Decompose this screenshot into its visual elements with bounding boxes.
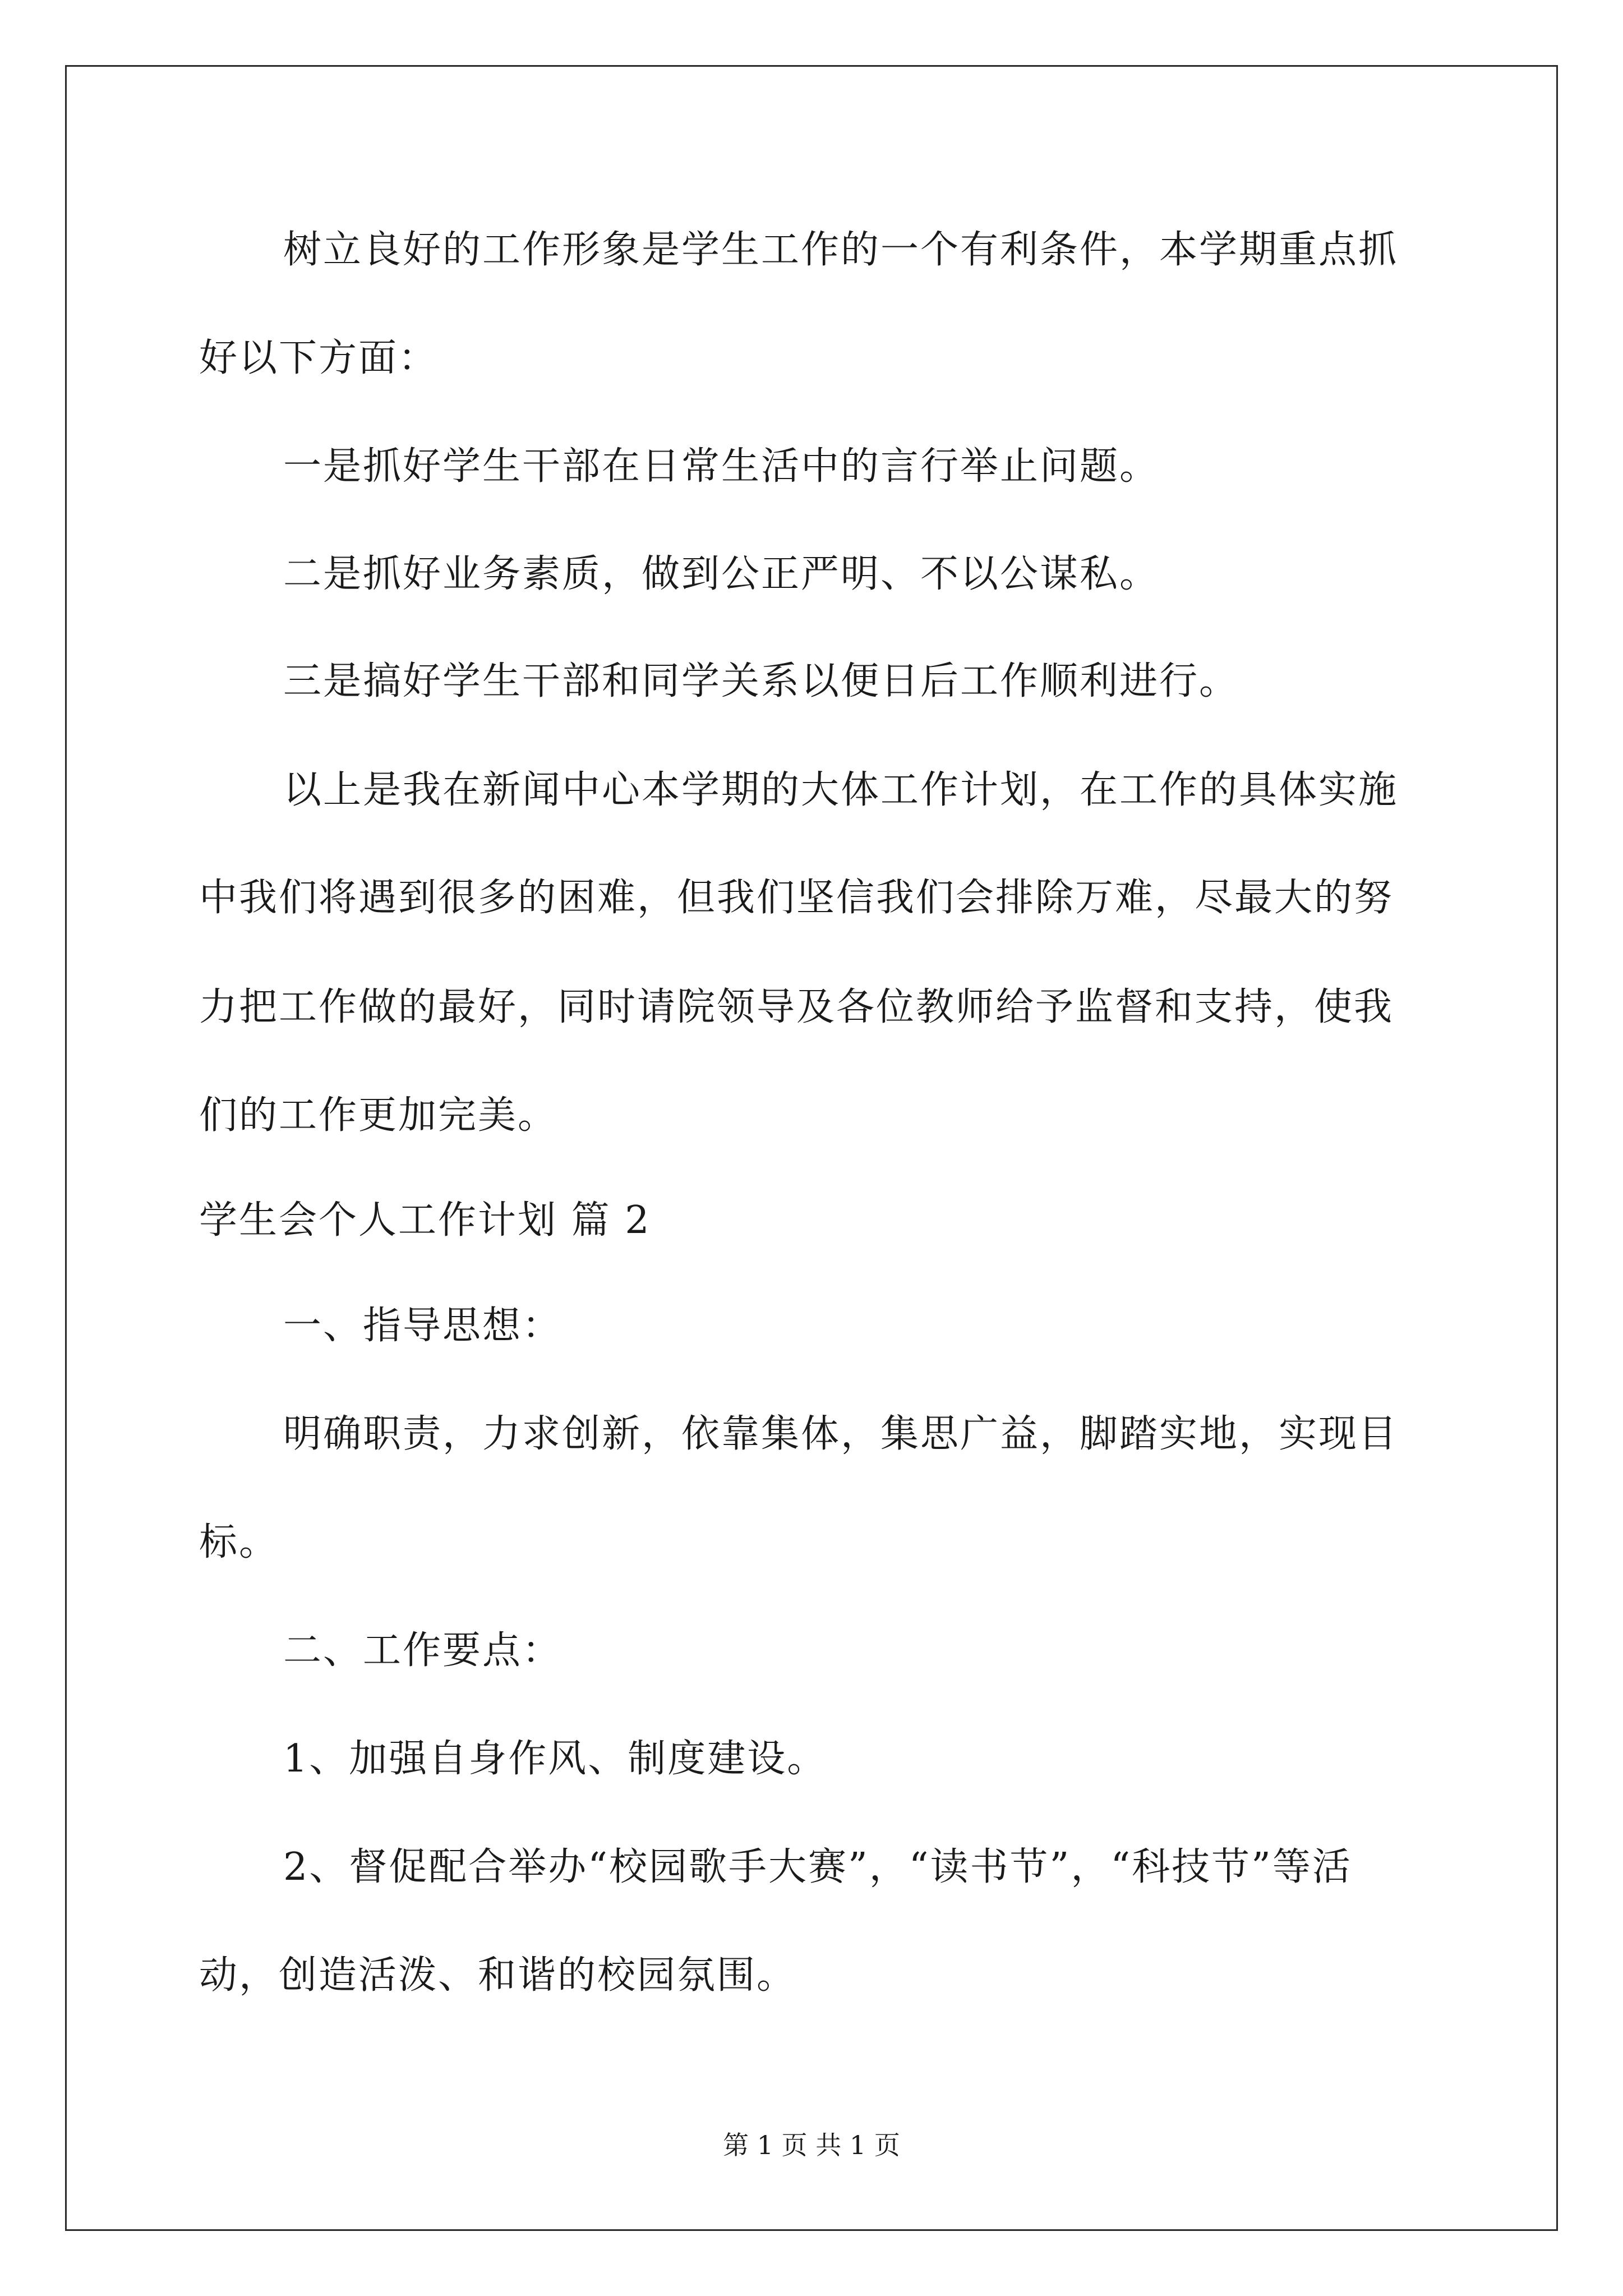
paragraph-line: 标。 <box>199 1520 279 1565</box>
paragraph-line: 一、指导思想： <box>283 1304 562 1348</box>
paragraph-line: 们的工作更加完美。 <box>199 1093 558 1138</box>
paragraph-line: 好以下方面： <box>199 336 439 380</box>
paragraph-line: 二是抓好业务素质，做到公正严明、不以公谋私。 <box>283 552 1160 596</box>
paragraph-line: 树立良好的工作形象是学生工作的一个有利条件，本学期重点抓 <box>283 228 1399 272</box>
page-border <box>65 65 1558 2231</box>
paragraph-line: 以上是我在新闻中心本学期的大体工作计划，在工作的具体实施 <box>283 768 1399 812</box>
paragraph-line: 力把工作做的最好，同时请院领导及各位教师给予监督和支持，使我 <box>199 985 1394 1029</box>
paragraph-line: 三是搞好学生干部和同学关系以便日后工作顺利进行。 <box>283 659 1239 703</box>
section-heading: 学生会个人工作计划 篇 2 <box>199 1198 651 1243</box>
paragraph-line: 一是抓好学生干部在日常生活中的言行举止问题。 <box>283 444 1160 489</box>
paragraph-line: 动，创造活泼、和谐的校园氛围。 <box>199 1953 797 1998</box>
paragraph-line: 二、工作要点： <box>283 1628 562 1673</box>
paragraph-line: 2、督促配合举办“校园歌手大赛”，“读书节”，“科技节”等活 <box>283 1845 1352 1889</box>
paragraph-line: 中我们将遇到很多的困难，但我们坚信我们会排除万难，尽最大的努 <box>199 876 1394 920</box>
paragraph-line: 1、加强自身作风、制度建设。 <box>283 1737 827 1781</box>
page-footer: 第 1 页 共 1 页 <box>723 2130 900 2160</box>
paragraph-line: 明确职责，力求创新，依靠集体，集思广益，脚踏实地，实现目 <box>283 1412 1399 1456</box>
